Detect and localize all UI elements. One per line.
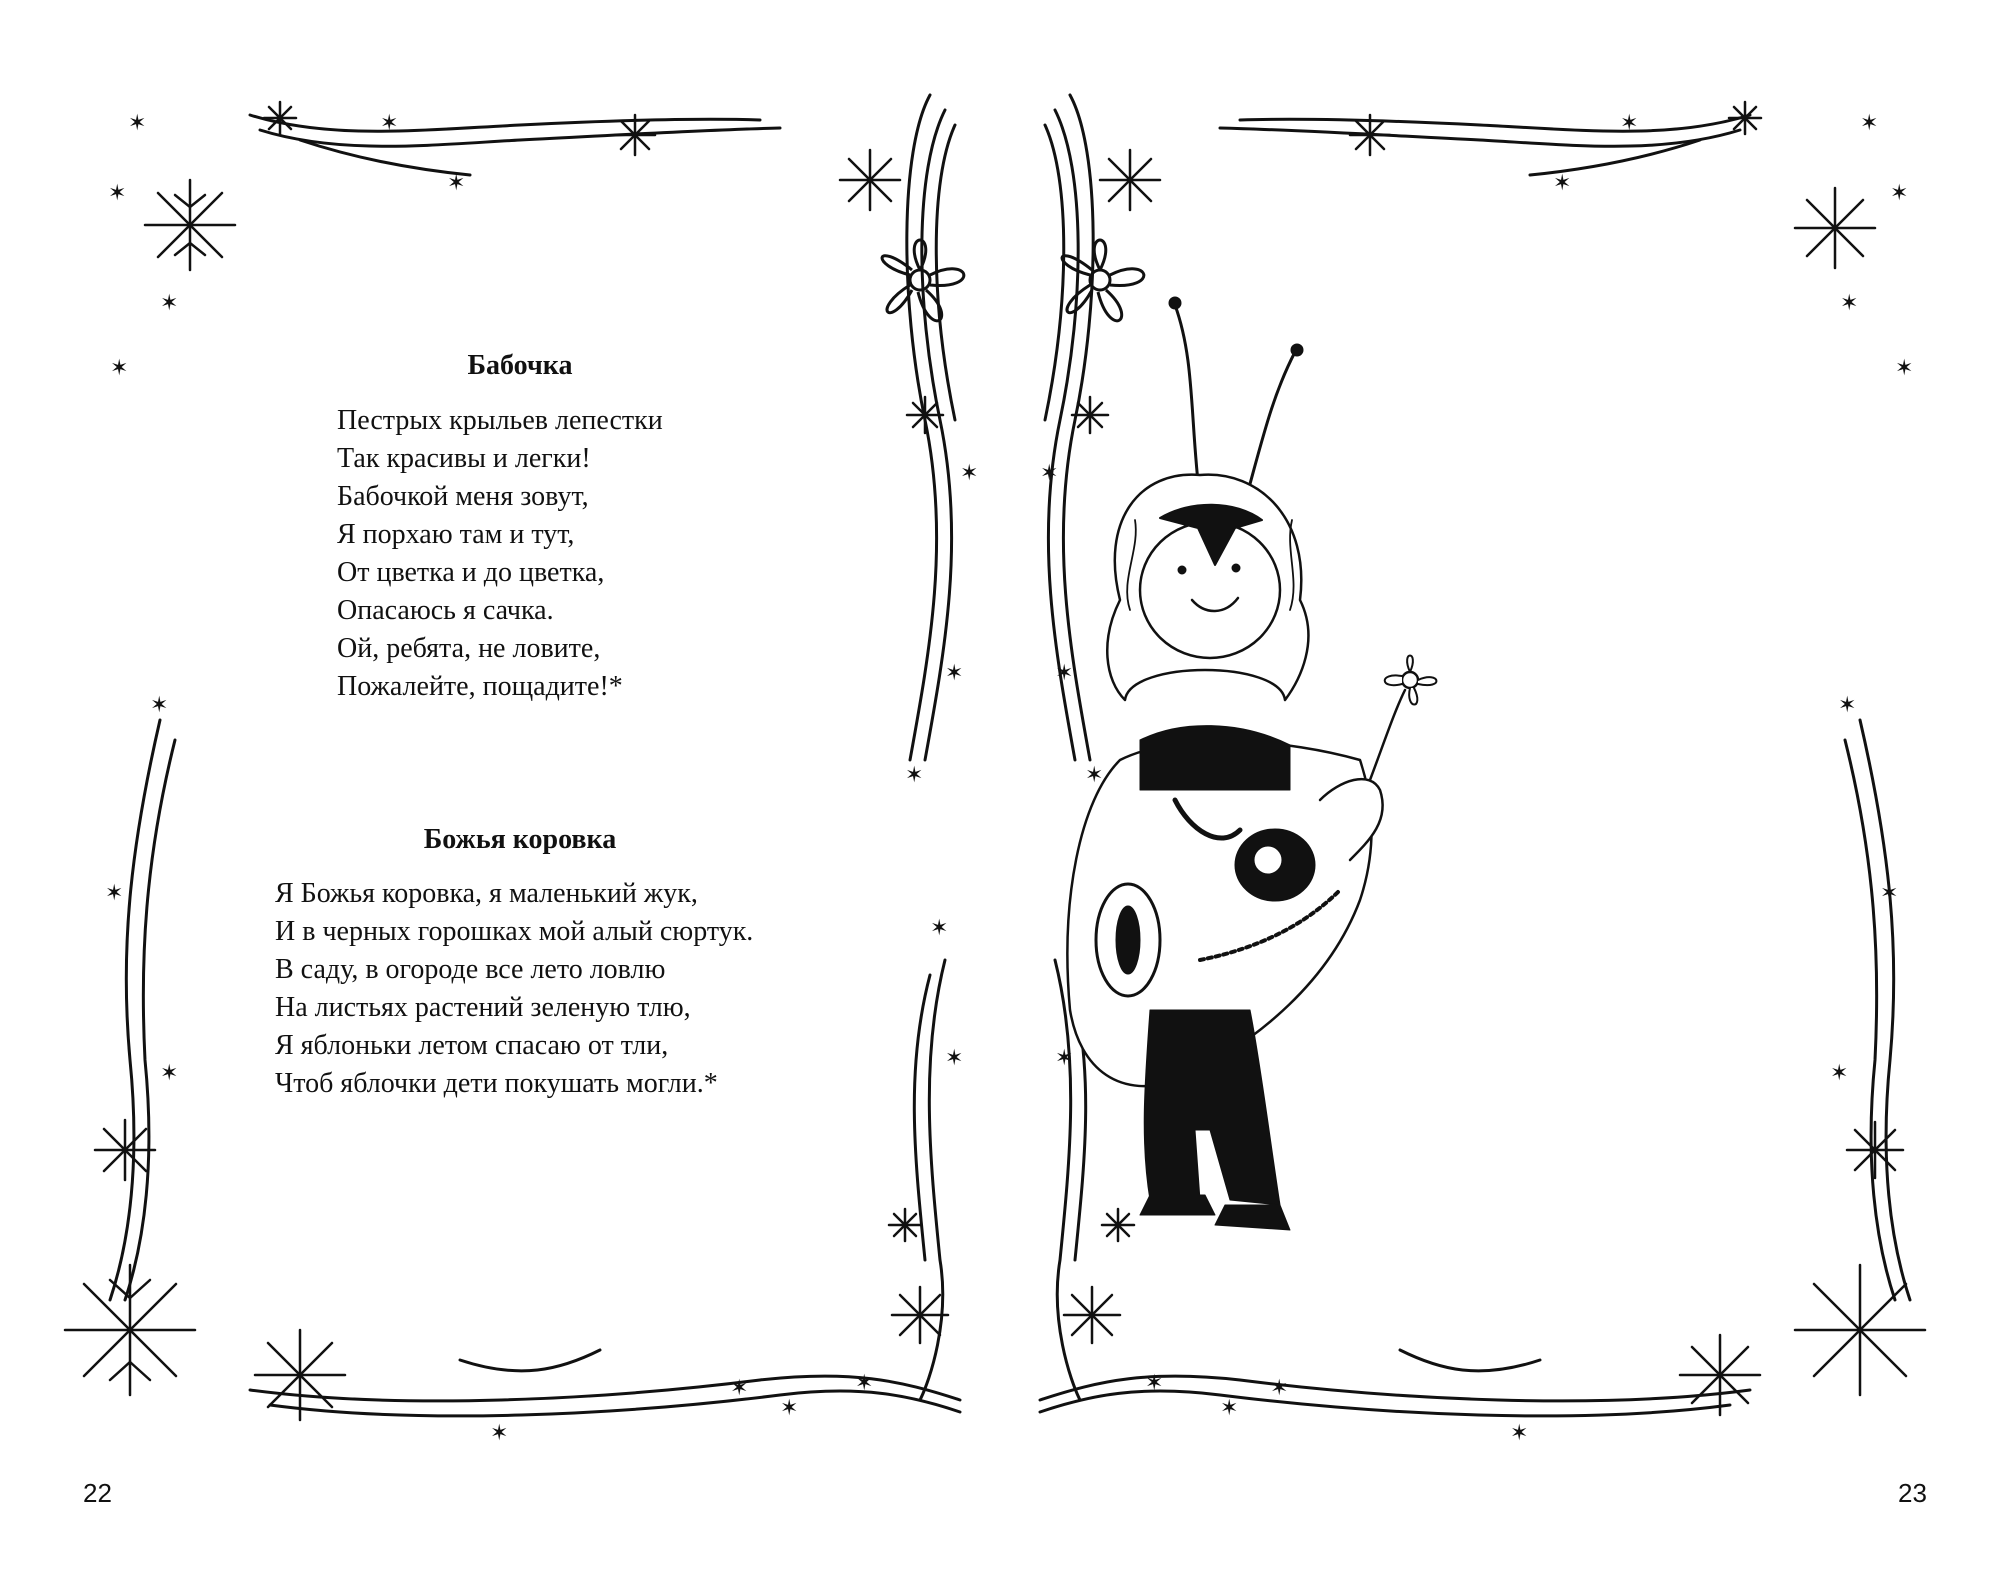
svg-text:✶: ✶ bbox=[945, 1046, 964, 1071]
svg-text:✶: ✶ bbox=[730, 1376, 749, 1401]
poem-bozhya-korovka bbox=[275, 875, 753, 1103]
poem-babochka bbox=[337, 402, 663, 706]
svg-text:✶: ✶ bbox=[1040, 461, 1059, 486]
svg-text:✶: ✶ bbox=[490, 1421, 509, 1446]
poem-title-bozhya-korovka: Божья коровка bbox=[423, 824, 617, 855]
poem-line: Пожалейте, пощадите!* bbox=[337, 671, 623, 702]
svg-text:✶: ✶ bbox=[1890, 181, 1909, 206]
svg-text:✶: ✶ bbox=[945, 661, 964, 686]
svg-text:✶: ✶ bbox=[160, 291, 179, 316]
svg-text:✶: ✶ bbox=[128, 111, 147, 136]
poem-line: Так красивы и легки! bbox=[337, 443, 591, 474]
page-number-left: 22 bbox=[83, 1478, 112, 1508]
flower-icon bbox=[1062, 240, 1144, 321]
svg-text:✶: ✶ bbox=[1055, 1046, 1074, 1071]
poem-line: Опасаюсь я сачка. bbox=[337, 595, 554, 626]
svg-text:✶: ✶ bbox=[380, 111, 399, 136]
poem-line: Я яблоньки летом спасаю от тли, bbox=[275, 1030, 669, 1061]
poem-line: На листьях растений зеленую тлю, bbox=[275, 992, 691, 1023]
svg-text:✶: ✶ bbox=[1830, 1061, 1849, 1086]
svg-text:✶: ✶ bbox=[960, 461, 979, 486]
svg-text:✶: ✶ bbox=[1085, 763, 1104, 788]
poem-line: И в черных горошках мой алый сюртук. bbox=[275, 916, 754, 947]
svg-text:✶: ✶ bbox=[1840, 291, 1859, 316]
svg-text:✶: ✶ bbox=[1055, 661, 1074, 686]
svg-text:✶: ✶ bbox=[1553, 171, 1572, 196]
svg-text:✶: ✶ bbox=[1860, 111, 1879, 136]
svg-text:✶: ✶ bbox=[1838, 693, 1857, 718]
snowflake-icon bbox=[65, 102, 948, 1420]
poem-line: Чтоб яблочки дети покушать могли.* bbox=[275, 1068, 718, 1099]
poem-line: В саду, в огороде все лето ловлю bbox=[275, 954, 666, 985]
poem-line: Бабочкой меня зовут, bbox=[337, 481, 589, 512]
svg-text:✶: ✶ bbox=[1510, 1421, 1529, 1446]
svg-text:✶: ✶ bbox=[447, 171, 466, 196]
svg-text:✶: ✶ bbox=[1880, 881, 1899, 906]
svg-text:✶: ✶ bbox=[1145, 1371, 1164, 1396]
svg-text:✶: ✶ bbox=[855, 1371, 874, 1396]
poem-title-babochka: Бабочка bbox=[467, 350, 573, 381]
poem-line: Пестрых крыльев лепестки bbox=[337, 405, 663, 436]
svg-text:✶: ✶ bbox=[1220, 1396, 1239, 1421]
svg-text:✶: ✶ bbox=[105, 881, 124, 906]
page-number-right: 23 bbox=[1898, 1478, 1927, 1508]
butterfly-costume-child-illustration bbox=[1067, 297, 1436, 1230]
svg-text:✶: ✶ bbox=[1620, 111, 1639, 136]
poem-line: Я порхаю там и тут, bbox=[337, 519, 575, 550]
svg-text:✶: ✶ bbox=[108, 181, 127, 206]
svg-text:✶: ✶ bbox=[110, 356, 129, 381]
poem-line: Я Божья коровка, я маленький жук, bbox=[275, 878, 698, 909]
svg-text:✶: ✶ bbox=[1895, 356, 1914, 381]
right-page-frame bbox=[1000, 0, 2000, 1571]
star-icon bbox=[105, 111, 978, 1446]
svg-text:✶: ✶ bbox=[1270, 1376, 1289, 1401]
poem-line: От цветка и до цветка, bbox=[337, 557, 605, 588]
svg-text:✶: ✶ bbox=[150, 693, 169, 718]
poem-line: Ой, ребята, не ловите, bbox=[337, 633, 601, 664]
svg-text:✶: ✶ bbox=[930, 916, 949, 941]
svg-text:✶: ✶ bbox=[905, 763, 924, 788]
svg-text:✶: ✶ bbox=[160, 1061, 179, 1086]
svg-text:✶: ✶ bbox=[780, 1396, 799, 1421]
right-page bbox=[1000, 0, 2000, 1571]
